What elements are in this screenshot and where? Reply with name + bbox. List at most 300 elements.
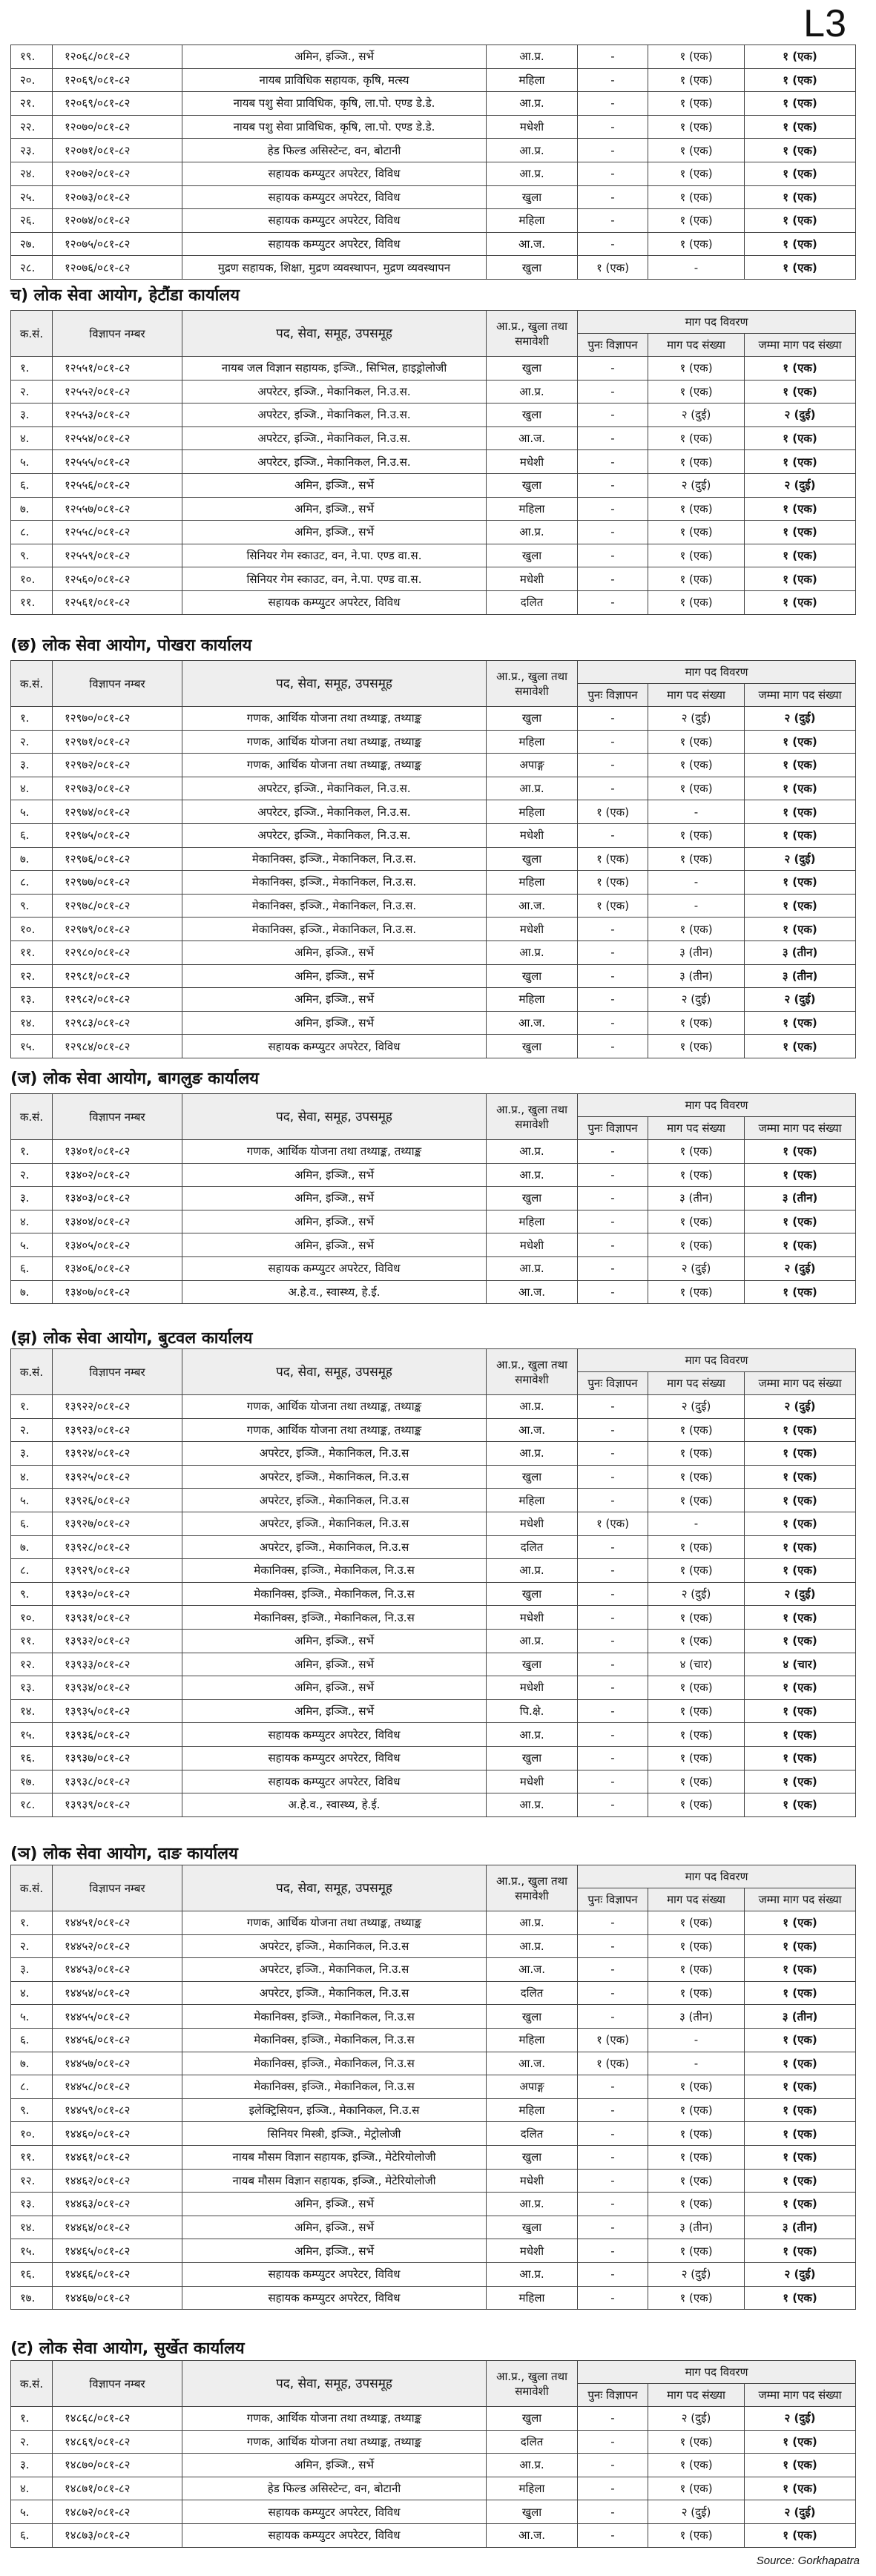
serial-cell: ५. <box>11 800 53 824</box>
re-ad-cell: - <box>578 450 648 474</box>
serial-cell: ३. <box>11 754 53 777</box>
demand-cell: १ (एक) <box>648 1011 745 1035</box>
vacancy-table <box>10 310 856 615</box>
post-cell: गणक, आर्थिक योजना तथा तथ्याङ्क, तथ्याङ्क <box>182 1395 487 1419</box>
category-cell: आ.प्र. <box>487 1629 578 1653</box>
ad-number-cell: १२५५१/०८१-८२ <box>53 357 182 381</box>
re-ad-cell: - <box>578 1011 648 1035</box>
re-ad-cell: - <box>578 2098 648 2122</box>
re-ad-cell: - <box>578 1187 648 1210</box>
re-ad-cell: - <box>578 1958 648 1982</box>
post-cell: सहायक कम्प्युटर अपरेटर, विविध <box>182 1723 487 1747</box>
section-title: (छ) लोक सेवा आयोग, पोखरा कार्यालय <box>10 636 252 655</box>
demand-cell: १ (एक) <box>648 1770 745 1793</box>
category-cell: खुला <box>487 1187 578 1210</box>
table-header-row <box>11 2361 856 2384</box>
table-row <box>11 941 856 964</box>
post-cell: सहायक कम्प्युटर अपरेटर, विविध <box>182 209 487 233</box>
col-header-pad: पद, सेवा, समूह, उपसमूह <box>182 311 487 357</box>
col-header-aapra: आ.प्र., खुला तथा समावेशी <box>487 1349 578 1395</box>
col-header-jamma: जम्मा माग पद संख्या <box>745 1117 856 1140</box>
table-row <box>11 1582 856 1606</box>
category-cell: आ.प्र. <box>487 1442 578 1466</box>
ad-number-cell: १४४६७/०८१-८२ <box>53 2286 182 2310</box>
total-cell: १ (एक) <box>745 2169 856 2193</box>
category-cell: आ.प्र. <box>487 1723 578 1747</box>
ad-number-cell: १४४५१/०८१-८२ <box>53 1911 182 1935</box>
re-ad-cell: - <box>578 1911 648 1935</box>
ad-number-cell: १३९२८/०८१-८२ <box>53 1535 182 1559</box>
re-ad-cell: - <box>578 1934 648 1958</box>
re-ad-cell: - <box>578 1723 648 1747</box>
demand-cell: ४ (चार) <box>648 1653 745 1676</box>
col-header-jamma: जम्मा माग पद संख्या <box>745 684 856 707</box>
table-row <box>11 380 856 403</box>
category-cell: खुला <box>487 403 578 427</box>
post-cell: सिनियर मिस्त्री, इञ्जि., मेट्रोलोजी <box>182 2122 487 2146</box>
category-cell: आ.प्र. <box>487 1395 578 1419</box>
total-cell: २ (दुई) <box>745 1582 856 1606</box>
post-cell: नायब पशु सेवा प्राविधिक, कृषि, ला.पो. एण्ड डे.डे. <box>182 92 487 116</box>
post-cell: इलेक्ट्रिसियन, इञ्जि., मेकानिकल, नि.उ.स <box>182 2098 487 2122</box>
table-row <box>11 1793 856 1817</box>
re-ad-cell: १ (एक) <box>578 256 648 280</box>
re-ad-cell: - <box>578 1395 648 1419</box>
post-cell: अमिन, इञ्जि., सर्भे <box>182 2216 487 2239</box>
col-header-maag-sankhya: माग पद संख्या <box>648 334 745 357</box>
post-cell: अपरेटर, इञ्जि., मेकानिकल, नि.उ.स. <box>182 777 487 800</box>
ad-number-cell: १४८६८/०८१-८२ <box>53 2407 182 2431</box>
post-cell: अमिन, इञ्जि., सर्भे <box>182 1187 487 1210</box>
re-ad-cell: - <box>578 1770 648 1793</box>
total-cell: १ (एक) <box>745 521 856 544</box>
re-ad-cell: - <box>578 2500 648 2524</box>
col-header-aapra: आ.प्र., खुला तथा समावेशी <box>487 1094 578 1140</box>
category-cell: आ.प्र. <box>487 2454 578 2477</box>
demand-cell: १ (एक) <box>648 1699 745 1723</box>
total-cell: १ (एक) <box>745 2239 856 2263</box>
table-row <box>11 1934 856 1958</box>
serial-cell: ३. <box>11 1958 53 1982</box>
post-cell: अमिन, इञ्जि., सर्भे <box>182 1653 487 1676</box>
re-ad-cell: - <box>578 777 648 800</box>
vacancy-table <box>10 1865 856 2310</box>
ad-number-cell: १३४०४/०८१-८२ <box>53 1210 182 1233</box>
total-cell: १ (एक) <box>745 544 856 567</box>
category-cell: आ.प्र. <box>487 1163 578 1187</box>
table-row <box>11 2286 856 2310</box>
demand-cell: १ (एक) <box>648 1981 745 2005</box>
serial-cell: ६. <box>11 823 53 847</box>
col-header-maag-sankhya: माग पद संख्या <box>648 1372 745 1395</box>
ad-number-cell: १३९३७/०८१-८२ <box>53 1746 182 1770</box>
re-ad-cell: - <box>578 918 648 941</box>
col-header-puna: पुनः विज्ञापन <box>578 2384 648 2407</box>
demand-cell: १ (एक) <box>648 2477 745 2500</box>
ad-number-cell: १२५५३/०८१-८२ <box>53 403 182 427</box>
ad-number-cell: १३४०५/०८१-८२ <box>53 1233 182 1257</box>
re-ad-cell: - <box>578 2075 648 2099</box>
category-cell: आ.प्र. <box>487 2262 578 2286</box>
demand-cell: १ (एक) <box>648 45 745 69</box>
table-row <box>11 1746 856 1770</box>
re-ad-cell: - <box>578 2122 648 2146</box>
category-cell: खुला <box>487 357 578 381</box>
serial-cell: २. <box>11 1418 53 1442</box>
ad-number-cell: १३४०१/०८१-८२ <box>53 1140 182 1164</box>
total-cell: ३ (तीन) <box>745 1187 856 1210</box>
re-ad-cell: - <box>578 2454 648 2477</box>
col-header-ks: क.सं. <box>11 1865 53 1911</box>
post-cell: अमिन, इञ्जि., सर्भे <box>182 964 487 988</box>
table-row <box>11 232 856 256</box>
serial-cell: ८. <box>11 521 53 544</box>
demand-cell: - <box>648 871 745 895</box>
demand-cell: १ (एक) <box>648 92 745 116</box>
category-cell: खुला <box>487 2216 578 2239</box>
table-row <box>11 2239 856 2263</box>
ad-number-cell: १३४०७/०८१-८२ <box>53 1280 182 1304</box>
demand-cell: २ (दुई) <box>648 2407 745 2431</box>
post-cell: अपरेटर, इञ्जि., मेकानिकल, नि.उ.स <box>182 1512 487 1535</box>
col-header-pad: पद, सेवा, समूह, उपसमूह <box>182 1865 487 1911</box>
table-row <box>11 68 856 92</box>
total-cell: १ (एक) <box>745 1934 856 1958</box>
demand-cell: ३ (तीन) <box>648 1187 745 1210</box>
demand-cell: १ (एक) <box>648 1035 745 1058</box>
re-ad-cell: - <box>578 2262 648 2286</box>
re-ad-cell: - <box>578 521 648 544</box>
serial-cell: १०. <box>11 567 53 591</box>
total-cell: १ (एक) <box>745 357 856 381</box>
serial-cell: २. <box>11 1163 53 1187</box>
serial-cell: ४. <box>11 2477 53 2500</box>
col-header-vigyapan: विज्ञापन नम्बर <box>53 1865 182 1911</box>
total-cell: १ (एक) <box>745 1606 856 1630</box>
table-row <box>11 2005 856 2029</box>
serial-cell: ४. <box>11 777 53 800</box>
total-cell: १ (एक) <box>745 1512 856 1535</box>
category-cell: आ.प्र. <box>487 1256 578 1280</box>
col-header-aapra: आ.प्र., खुला तथा समावेशी <box>487 311 578 357</box>
serial-cell: ५. <box>11 2005 53 2029</box>
ad-number-cell: १३९२३/०८१-८२ <box>53 1418 182 1442</box>
table-row <box>11 2477 856 2500</box>
serial-cell: ८. <box>11 871 53 895</box>
post-cell: मेकानिक्स, इञ्जि., मेकानिकल, नि.उ.स. <box>182 894 487 918</box>
ad-number-cell: १४४६२/०८१-८२ <box>53 2169 182 2193</box>
re-ad-cell: - <box>578 68 648 92</box>
serial-cell: ९. <box>11 2098 53 2122</box>
total-cell: १ (एक) <box>745 450 856 474</box>
ad-number-cell: १४४५६/०८१-८२ <box>53 2028 182 2052</box>
col-header-vigyapan: विज्ञापन नम्बर <box>53 661 182 707</box>
serial-cell: ७. <box>11 1535 53 1559</box>
col-header-maag: माग पद विवरण <box>578 1865 856 1888</box>
demand-cell: १ (एक) <box>648 357 745 381</box>
total-cell: २ (दुई) <box>745 1256 856 1280</box>
table-row <box>11 1676 856 1700</box>
vacancy-table <box>10 1348 856 1817</box>
re-ad-cell: - <box>578 232 648 256</box>
ad-number-cell: १२९७६/०८१-८२ <box>53 847 182 871</box>
demand-cell: १ (एक) <box>648 1489 745 1512</box>
ad-number-cell: १२५५२/०८१-८२ <box>53 380 182 403</box>
table-row <box>11 2262 856 2286</box>
re-ad-cell: - <box>578 45 648 69</box>
col-header-jamma: जम्मा माग पद संख्या <box>745 334 856 357</box>
total-cell: १ (एक) <box>745 1140 856 1164</box>
post-cell: नायब पशु सेवा प्राविधिक, कृषि, ला.पो. एण्ड डे.डे. <box>182 115 487 139</box>
post-cell: सहायक कम्प्युटर अपरेटर, विविध <box>182 590 487 614</box>
total-cell: १ (एक) <box>745 1723 856 1747</box>
total-cell: १ (एक) <box>745 1210 856 1233</box>
category-cell: आ.प्र. <box>487 1559 578 1583</box>
post-cell: सहायक कम्प्युटर अपरेटर, विविध <box>182 2286 487 2310</box>
category-cell: आ.ज. <box>487 232 578 256</box>
post-cell: मेकानिक्स, इञ्जि., मेकानिकल, नि.उ.स <box>182 2052 487 2075</box>
table-row <box>11 1280 856 1304</box>
demand-cell: १ (एक) <box>648 544 745 567</box>
ad-number-cell: १३९३६/०८१-८२ <box>53 1723 182 1747</box>
table-row <box>11 521 856 544</box>
serial-cell: १०. <box>11 2122 53 2146</box>
demand-cell: १ (एक) <box>648 232 745 256</box>
serial-cell: १०. <box>11 918 53 941</box>
re-ad-cell: - <box>578 2145 648 2169</box>
demand-cell: १ (एक) <box>648 1606 745 1630</box>
total-cell: १ (एक) <box>745 162 856 185</box>
total-cell: ३ (तीन) <box>745 2216 856 2239</box>
demand-cell: - <box>648 2052 745 2075</box>
ad-number-cell: १३९२७/०८१-८२ <box>53 1512 182 1535</box>
demand-cell: १ (एक) <box>648 2286 745 2310</box>
serial-cell: ७. <box>11 497 53 521</box>
post-cell: अमिन, इञ्जि., सर्भे <box>182 521 487 544</box>
serial-cell: १३. <box>11 2193 53 2216</box>
col-header-maag: माग पद विवरण <box>578 311 856 334</box>
total-cell: १ (एक) <box>745 1280 856 1304</box>
demand-cell: १ (एक) <box>648 1442 745 1466</box>
demand-cell: १ (एक) <box>648 1465 745 1489</box>
col-header-maag-sankhya: माग पद संख्या <box>648 2384 745 2407</box>
ad-number-cell: १२९७०/०८१-८२ <box>53 707 182 731</box>
demand-cell: १ (एक) <box>648 1163 745 1187</box>
serial-cell: १. <box>11 357 53 381</box>
post-cell: नायब प्राविधिक सहायक, कृषि, मत्स्य <box>182 68 487 92</box>
post-cell: अपरेटर, इञ्जि., मेकानिकल, नि.उ.स <box>182 1535 487 1559</box>
demand-cell: २ (दुई) <box>648 403 745 427</box>
demand-cell: ३ (तीन) <box>648 2216 745 2239</box>
demand-cell: - <box>648 894 745 918</box>
serial-cell: २. <box>11 730 53 754</box>
post-cell: अमिन, इञ्जि., सर्भे <box>182 1699 487 1723</box>
table-row <box>11 1699 856 1723</box>
ad-number-cell: १४८७०/०८१-८२ <box>53 2454 182 2477</box>
category-cell: महिला <box>487 871 578 895</box>
serial-cell: २१. <box>11 92 53 116</box>
table-row <box>11 2454 856 2477</box>
serial-cell: ५. <box>11 1233 53 1257</box>
post-cell: गणक, आर्थिक योजना तथा तथ्याङ्क, तथ्याङ्क <box>182 2430 487 2454</box>
post-cell: अपरेटर, इञ्जि., मेकानिकल, नि.उ.स. <box>182 426 487 450</box>
category-cell: मधेशी <box>487 823 578 847</box>
post-cell: सहायक कम्प्युटर अपरेटर, विविध <box>182 1746 487 1770</box>
total-cell: २ (दुई) <box>745 473 856 497</box>
post-cell: अपरेटर, इञ्जि., मेकानिकल, नि.उ.स <box>182 1934 487 1958</box>
re-ad-cell: - <box>578 1582 648 1606</box>
post-cell: अमिन, इञ्जि., सर्भे <box>182 45 487 69</box>
re-ad-cell: - <box>578 567 648 591</box>
ad-number-cell: १४४५३/०८१-८२ <box>53 1958 182 1982</box>
re-ad-cell: - <box>578 730 648 754</box>
table-row <box>11 1210 856 1233</box>
demand-cell: १ (एक) <box>648 162 745 185</box>
re-ad-cell: १ (एक) <box>578 871 648 895</box>
serial-cell: १. <box>11 1395 53 1419</box>
re-ad-cell: - <box>578 1606 648 1630</box>
total-cell: १ (एक) <box>745 2098 856 2122</box>
category-cell: आ.प्र. <box>487 139 578 162</box>
re-ad-cell: - <box>578 1442 648 1466</box>
demand-cell: २ (दुई) <box>648 1256 745 1280</box>
demand-cell: १ (एक) <box>648 1418 745 1442</box>
demand-cell: १ (एक) <box>648 1210 745 1233</box>
re-ad-cell: १ (एक) <box>578 847 648 871</box>
post-cell: नायब मौसम विज्ञान सहायक, इञ्जि., मेटेरियोलोजी <box>182 2169 487 2193</box>
ad-number-cell: १४४६६/०८१-८२ <box>53 2262 182 2286</box>
serial-cell: २. <box>11 2430 53 2454</box>
ad-number-cell: १२०६८/०८१-८२ <box>53 45 182 69</box>
total-cell: ४ (चार) <box>745 1653 856 1676</box>
re-ad-cell: - <box>578 1489 648 1512</box>
post-cell: अमिन, इञ्जि., सर्भे <box>182 2454 487 2477</box>
re-ad-cell: - <box>578 2407 648 2431</box>
category-cell: खुला <box>487 1653 578 1676</box>
ad-number-cell: १२५५६/०८१-८२ <box>53 473 182 497</box>
demand-cell: १ (एक) <box>648 1140 745 1164</box>
category-cell: आ.ज. <box>487 1958 578 1982</box>
ad-number-cell: १३९२६/०८१-८२ <box>53 1489 182 1512</box>
category-cell: खुला <box>487 2145 578 2169</box>
col-header-maag-sankhya: माग पद संख्या <box>648 1117 745 1140</box>
col-header-pad: पद, सेवा, समूह, उपसमूह <box>182 2361 487 2407</box>
category-cell: खुला <box>487 707 578 731</box>
total-cell: १ (एक) <box>745 92 856 116</box>
col-header-ks: क.सं. <box>11 661 53 707</box>
total-cell: २ (दुई) <box>745 403 856 427</box>
re-ad-cell: १ (एक) <box>578 894 648 918</box>
ad-number-cell: १३९२२/०८१-८२ <box>53 1395 182 1419</box>
total-cell: १ (एक) <box>745 1011 856 1035</box>
serial-cell: ५. <box>11 1489 53 1512</box>
table-row <box>11 1395 856 1419</box>
ad-number-cell: १३९३०/०८१-८२ <box>53 1582 182 1606</box>
serial-cell: ११. <box>11 941 53 964</box>
table-row <box>11 800 856 824</box>
table-header-row <box>11 1094 856 1117</box>
serial-cell: ६. <box>11 2028 53 2052</box>
serial-cell: १६. <box>11 2262 53 2286</box>
re-ad-cell: - <box>578 1629 648 1653</box>
serial-cell: ८. <box>11 2075 53 2099</box>
re-ad-cell: - <box>578 380 648 403</box>
col-header-ks: क.सं. <box>11 1094 53 1140</box>
total-cell: १ (एक) <box>745 2028 856 2052</box>
re-ad-cell: - <box>578 2169 648 2193</box>
ad-number-cell: १३४०३/०८१-८२ <box>53 1187 182 1210</box>
re-ad-cell: - <box>578 1793 648 1817</box>
category-cell: मधेशी <box>487 450 578 474</box>
post-cell: मेकानिक्स, इञ्जि., मेकानिकल, नि.उ.स. <box>182 918 487 941</box>
table-row <box>11 918 856 941</box>
post-cell: अमिन, इञ्जि., सर्भे <box>182 1629 487 1653</box>
re-ad-cell: - <box>578 357 648 381</box>
re-ad-cell: - <box>578 403 648 427</box>
ad-number-cell: १२०७५/०८१-८२ <box>53 232 182 256</box>
total-cell: १ (एक) <box>745 1465 856 1489</box>
post-cell: अपरेटर, इञ्जि., मेकानिकल, नि.उ.स. <box>182 380 487 403</box>
table-row <box>11 1770 856 1793</box>
table-row <box>11 1418 856 1442</box>
re-ad-cell: - <box>578 1280 648 1304</box>
ad-number-cell: १२९८०/०८१-८२ <box>53 941 182 964</box>
total-cell: १ (एक) <box>745 115 856 139</box>
ad-number-cell: १३९३४/०८१-८२ <box>53 1676 182 1700</box>
ad-number-cell: १२९८२/०८१-८२ <box>53 988 182 1012</box>
table-row <box>11 473 856 497</box>
demand-cell: १ (एक) <box>648 185 745 209</box>
total-cell: १ (एक) <box>745 209 856 233</box>
ad-number-cell: १२९७७/०८१-८२ <box>53 871 182 895</box>
total-cell: १ (एक) <box>745 380 856 403</box>
post-cell: अमिन, इञ्जि., सर्भे <box>182 2193 487 2216</box>
re-ad-cell: - <box>578 1559 648 1583</box>
table-row <box>11 544 856 567</box>
table-row <box>11 777 856 800</box>
table-row <box>11 2216 856 2239</box>
serial-cell: १८. <box>11 1793 53 1817</box>
re-ad-cell: - <box>578 707 648 731</box>
demand-cell: १ (एक) <box>648 115 745 139</box>
serial-cell: ११. <box>11 2145 53 2169</box>
table-header-row <box>11 1349 856 1372</box>
ad-number-cell: १३९३२/०८१-८२ <box>53 1629 182 1653</box>
table-row <box>11 497 856 521</box>
ad-number-cell: १३९३१/०८१-८२ <box>53 1606 182 1630</box>
serial-cell: ६. <box>11 1256 53 1280</box>
demand-cell: १ (एक) <box>648 2239 745 2263</box>
category-cell: आ.ज. <box>487 1418 578 1442</box>
post-cell: अपरेटर, इञ्जि., मेकानिकल, नि.उ.स. <box>182 800 487 824</box>
re-ad-cell: - <box>578 2477 648 2500</box>
re-ad-cell: - <box>578 92 648 116</box>
category-cell: मधेशी <box>487 918 578 941</box>
re-ad-cell: - <box>578 1163 648 1187</box>
category-cell: आ.प्र. <box>487 777 578 800</box>
category-cell: खुला <box>487 2005 578 2029</box>
col-header-jamma: जम्मा माग पद संख्या <box>745 1888 856 1911</box>
ad-number-cell: १२५६०/०८१-८२ <box>53 567 182 591</box>
table-row <box>11 209 856 233</box>
serial-cell: ५. <box>11 450 53 474</box>
table-row <box>11 256 856 280</box>
ad-number-cell: १४४६५/०८१-८२ <box>53 2239 182 2263</box>
post-cell: अमिन, इञ्जि., सर्भे <box>182 1233 487 1257</box>
post-cell: अपरेटर, इञ्जि., मेकानिकल, नि.उ.स. <box>182 403 487 427</box>
total-cell: १ (एक) <box>745 68 856 92</box>
category-cell: पि.क्षे. <box>487 1699 578 1723</box>
